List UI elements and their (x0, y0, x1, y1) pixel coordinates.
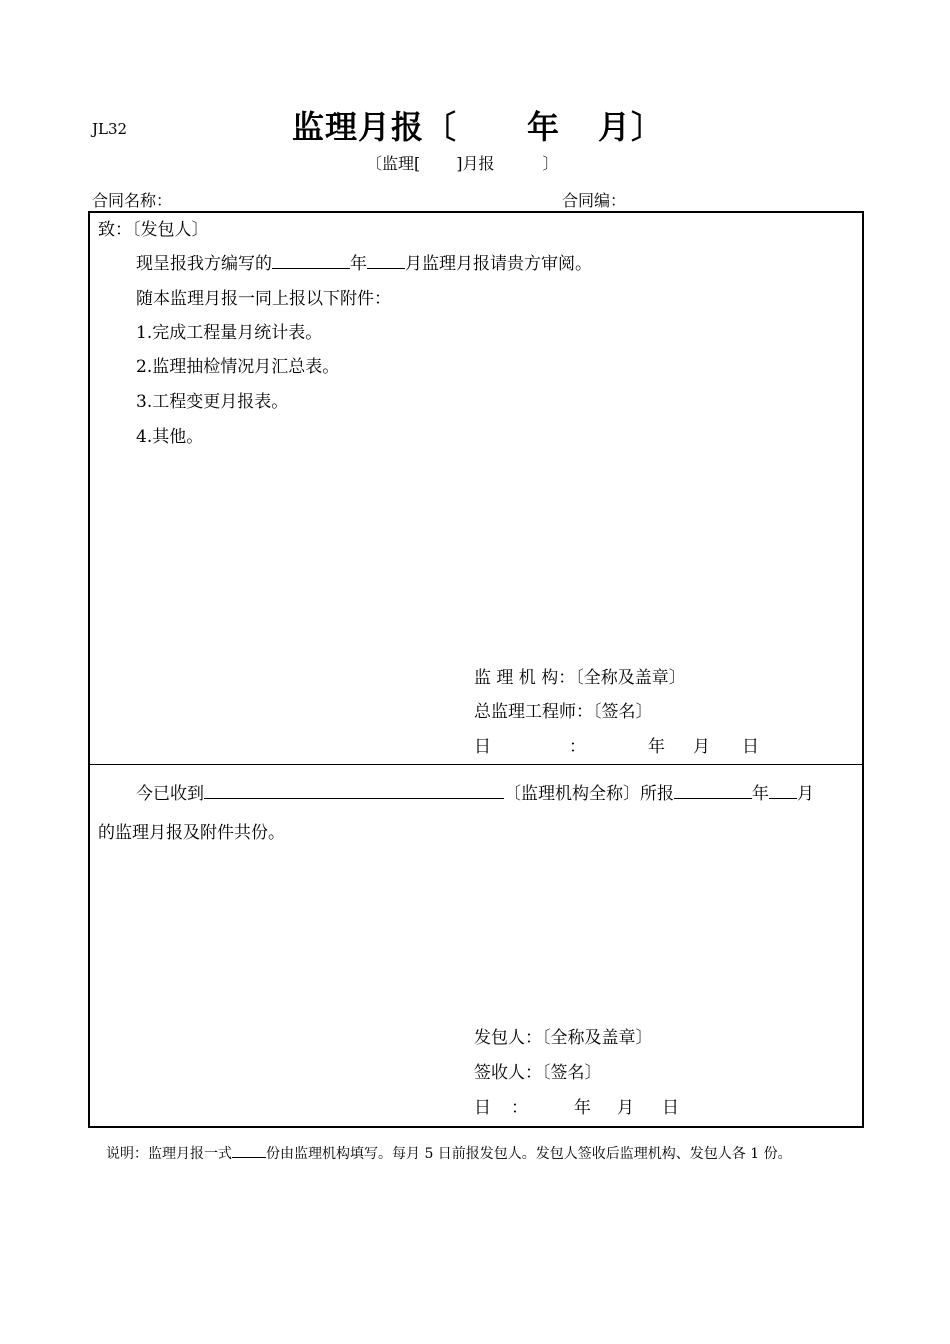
attachment-item: 1.完成工程量月统计表。 (136, 323, 323, 343)
received-line (136, 779, 814, 804)
page-title (292, 102, 664, 148)
footnote-text-tail: 份由监理机构填写。每月 5 日前报发包人。发包人签收后监理机构、发包人各 1 份。 (266, 1146, 792, 1162)
signer-label: 签收人：〔签名〕 (474, 1063, 602, 1083)
month-blank[interactable] (367, 250, 405, 269)
subtitle (366, 151, 559, 174)
section-divider (88, 764, 864, 765)
form-code: JL32 (92, 120, 128, 138)
subtitle-prefix: 〔监理[ (366, 154, 421, 173)
intro-year: 年 (350, 254, 367, 274)
date-day: 日 (662, 1098, 679, 1118)
addressee: 致：〔发包人〕 (98, 220, 209, 240)
org-name-blank[interactable] (204, 780, 504, 799)
contract-no-label: 合同编： (562, 191, 627, 210)
employer-label: 发包人：〔全称及盖章〕 (474, 1028, 653, 1048)
date-colon: ： (569, 737, 586, 757)
attachment-item: 4.其他。 (136, 427, 204, 447)
footnote-text: 说明：监理月报一式 (106, 1146, 232, 1162)
year-blank[interactable] (674, 780, 752, 799)
date-line (474, 732, 759, 757)
date-line-2 (474, 1093, 679, 1118)
received-text: 今已收到 (136, 784, 204, 804)
date-year: 年 (574, 1098, 591, 1118)
date-day-label: 日 (474, 1098, 491, 1118)
attachment-item: 3.工程变更月报表。 (136, 392, 289, 412)
date-day: 日 (742, 737, 759, 757)
date-month: 月 (693, 737, 710, 757)
chief-engineer-label: 总监理工程师：〔签名〕 (474, 702, 653, 722)
intro-text: 现呈报我方编写的 (136, 254, 272, 274)
received-month: 月 (797, 784, 814, 804)
month-blank[interactable] (769, 780, 797, 799)
date-day-label: 日 (474, 737, 491, 757)
supervision-org-label: 监 理 机 构：〔全称及盖章〕 (474, 668, 686, 688)
subtitle-mid: ]月报 (456, 154, 495, 173)
received-year: 年 (752, 784, 769, 804)
copies-blank[interactable] (232, 1143, 266, 1158)
title-main: 监理月报〔 (292, 108, 458, 146)
intro-line (136, 249, 592, 274)
contract-name-label: 合同名称： (92, 191, 173, 210)
date-month: 月 (617, 1098, 634, 1118)
attachments-intro: 随本监理月报一同上报以下附件： (136, 289, 391, 309)
title-year: 年 (527, 108, 561, 146)
year-blank[interactable] (272, 250, 350, 269)
received-tail: 的监理月报及附件共份。 (98, 823, 285, 843)
attachment-item: 2.监理抽检情况月汇总表。 (136, 357, 340, 377)
footnote (88, 1142, 863, 1166)
date-colon: ： (511, 1098, 528, 1118)
title-month: 月〕 (598, 108, 665, 146)
intro-tail: 月监理月报请贵方审阅。 (405, 254, 592, 274)
subtitle-suffix: 〕 (542, 154, 559, 173)
received-org-text: 〔监理机构全称〕所报 (504, 784, 674, 804)
date-year: 年 (648, 737, 665, 757)
